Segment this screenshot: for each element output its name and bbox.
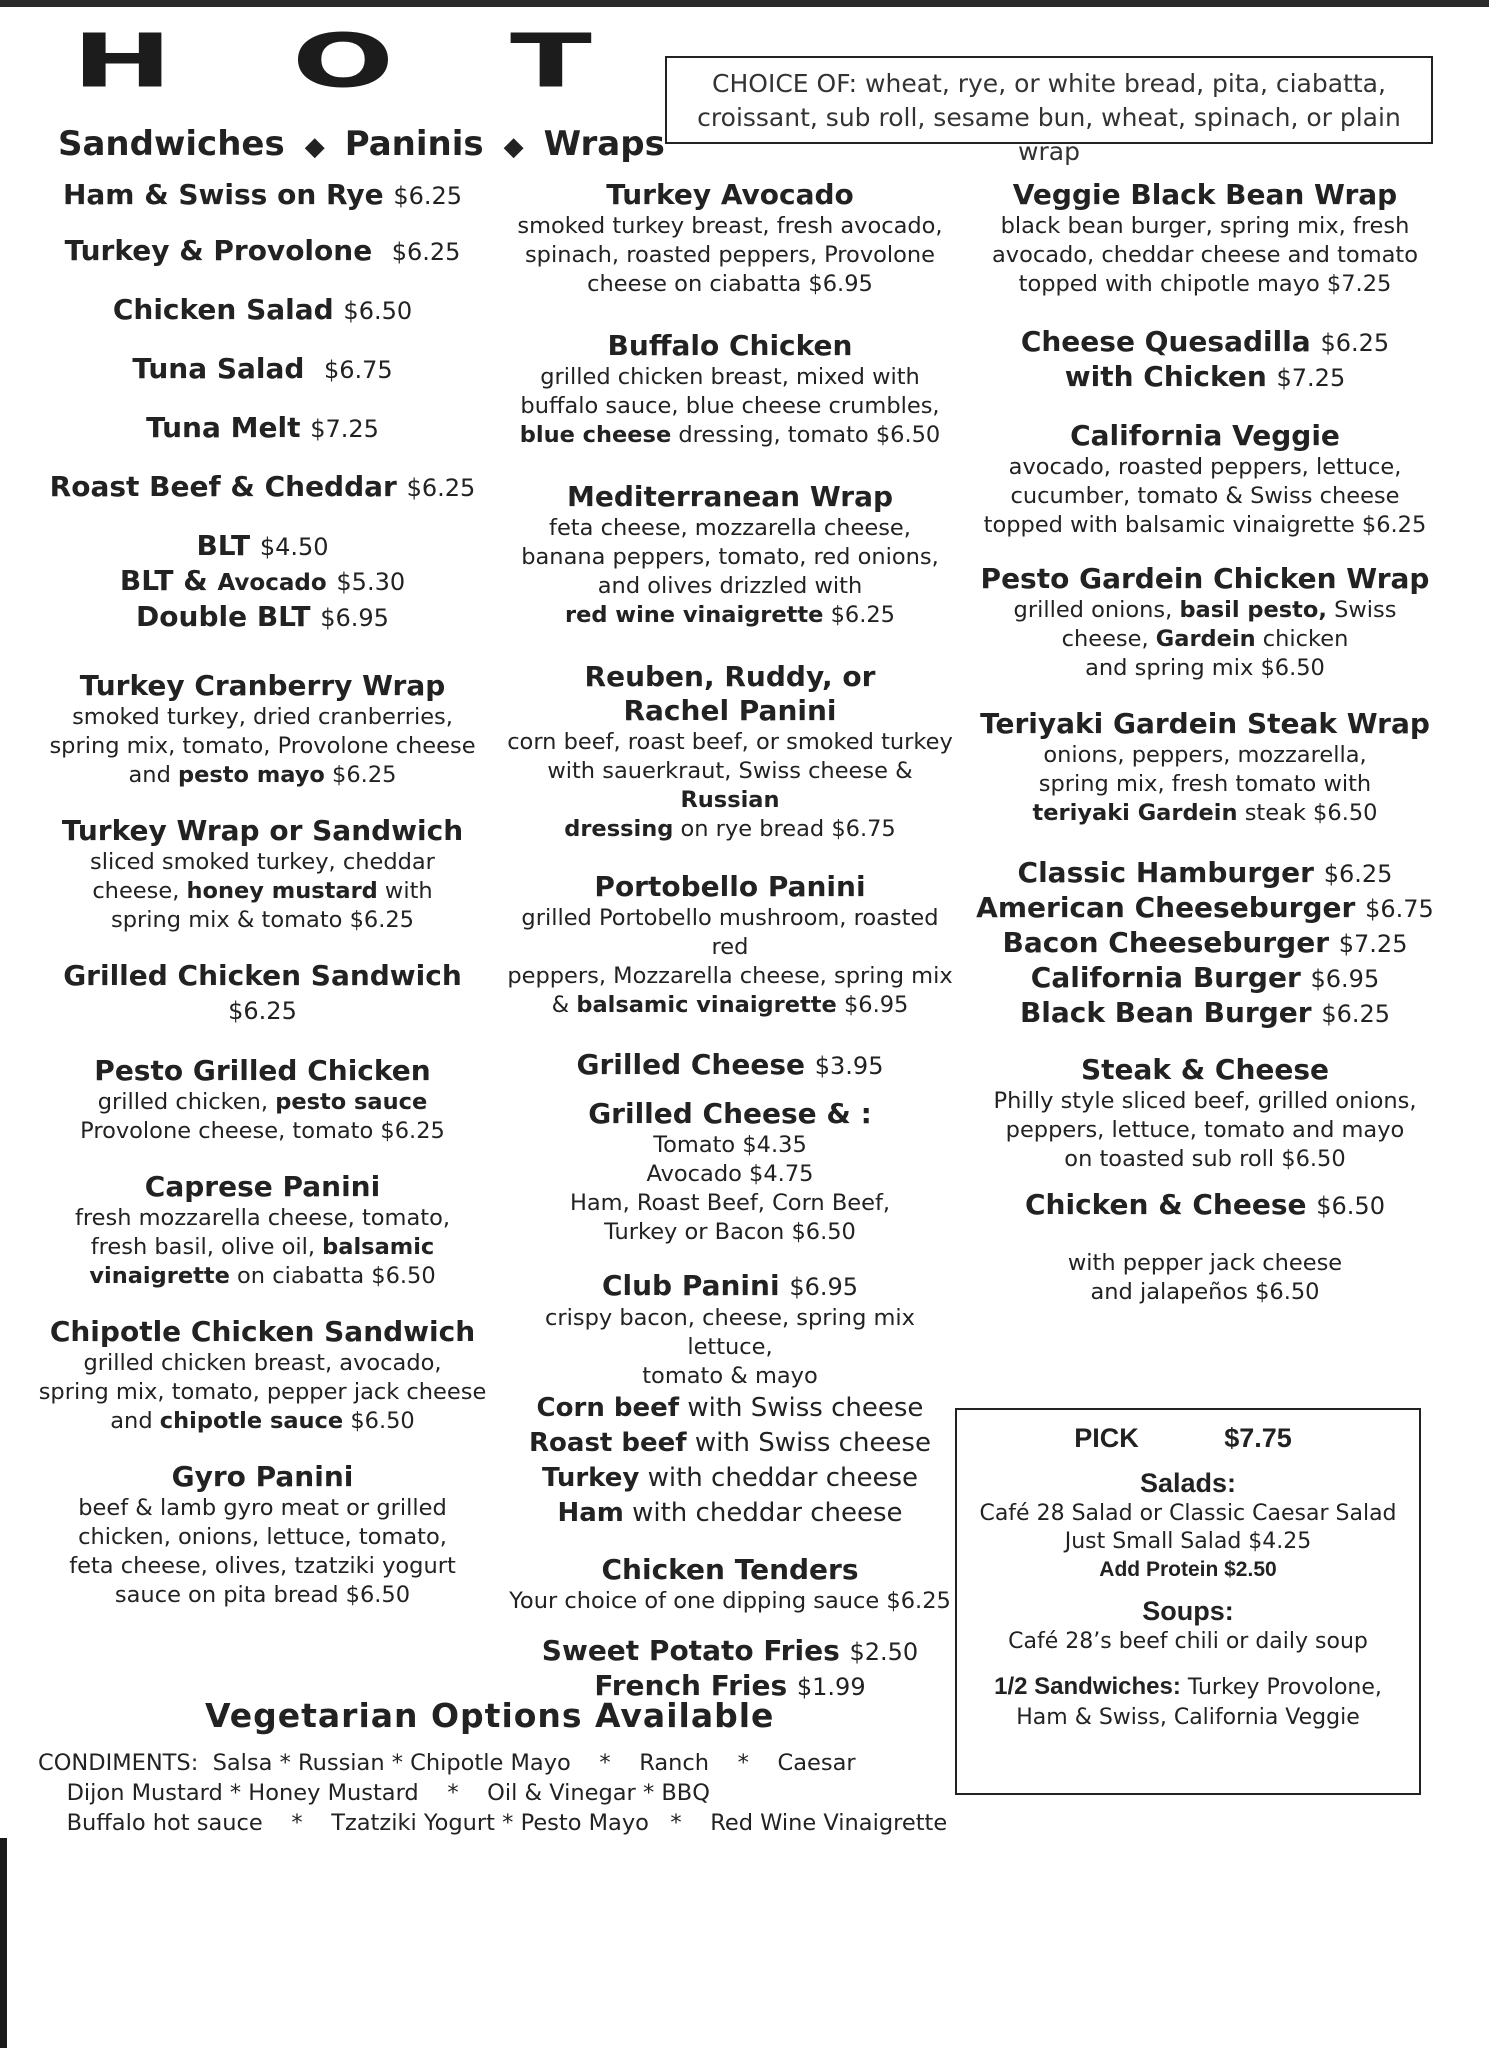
item-desc-bold: teriyaki Gardein bbox=[1032, 800, 1238, 826]
menu-item bbox=[970, 1053, 1440, 1174]
diamond-icon: ◆ bbox=[503, 132, 524, 162]
item-price: $1.99 bbox=[796, 1673, 866, 1701]
item-name: Roast Beef & Cheddar bbox=[49, 470, 397, 503]
item-desc: feta cheese, mozzarella cheese, bbox=[549, 515, 911, 541]
item-name: Sweet Potato Fries bbox=[541, 1634, 840, 1667]
menu-item bbox=[500, 870, 960, 1020]
item-desc-bold: balsamic vinaigrette bbox=[576, 992, 837, 1018]
item-desc: dressing, tomato $6.50 bbox=[678, 422, 941, 448]
item-desc: onions, peppers, mozzarella, bbox=[1043, 742, 1367, 768]
item-price: $6.95 bbox=[1310, 965, 1380, 993]
item-desc: avocado, roasted peppers, lettuce, bbox=[1008, 454, 1402, 480]
item-price: $7.25 bbox=[310, 415, 379, 443]
item-name: Caprese Panini bbox=[144, 1170, 381, 1203]
item-desc-bold: basil pesto, bbox=[1179, 597, 1327, 623]
item-desc: fresh basil, olive oil, bbox=[90, 1234, 316, 1260]
item-desc: with cheddar cheese bbox=[647, 1463, 919, 1493]
menu-item bbox=[30, 178, 495, 213]
hot-letter-t: T bbox=[510, 18, 592, 105]
item-name: Pesto Grilled Chicken bbox=[94, 1054, 431, 1087]
menu-item bbox=[30, 1054, 495, 1146]
item-desc: beef & lamb gyro meat or grilled bbox=[78, 1495, 447, 1521]
category-subtitle bbox=[58, 124, 665, 164]
item-desc: on rye bread $6.75 bbox=[680, 816, 896, 842]
blt-group bbox=[30, 529, 495, 635]
category-wraps: Wraps bbox=[543, 124, 665, 164]
item-desc: on ciabatta $6.50 bbox=[237, 1263, 436, 1289]
item-desc: Swiss bbox=[1334, 597, 1397, 623]
item-desc: avocado, cheddar cheese and tomato bbox=[991, 242, 1418, 268]
half-sandwiches-line: Turkey Provolone, bbox=[1187, 1675, 1382, 1700]
item-desc: Tomato $4.35 bbox=[653, 1132, 807, 1158]
menu-item bbox=[970, 325, 1440, 395]
item-price: $6.25 bbox=[391, 238, 461, 266]
item-price: $6.95 bbox=[789, 1273, 859, 1301]
item-desc-bold: chipotle sauce bbox=[159, 1408, 344, 1434]
menu-item bbox=[500, 1269, 960, 1531]
half-sandwiches-line: Ham & Swiss, California Veggie bbox=[1016, 1705, 1360, 1730]
item-desc: Avocado $4.75 bbox=[646, 1161, 814, 1187]
item-name: American Cheeseburger bbox=[976, 891, 1356, 924]
item-desc-bold: Gardein bbox=[1155, 626, 1256, 652]
item-name: Tuna Melt bbox=[146, 411, 301, 444]
item-desc: with sauerkraut, Swiss cheese & bbox=[547, 758, 913, 784]
item-desc: with pepper jack cheese bbox=[1067, 1250, 1343, 1276]
item-name: Double BLT bbox=[136, 600, 311, 633]
item-price: $7.25 bbox=[1338, 930, 1408, 958]
menu-item bbox=[970, 707, 1440, 828]
item-desc: cucumber, tomato & Swiss cheese bbox=[1010, 483, 1400, 509]
item-name: Ham & Swiss on Rye bbox=[62, 178, 384, 211]
item-name: Grilled Cheese bbox=[576, 1048, 805, 1081]
item-desc: Philly style sliced beef, grilled onions, bbox=[993, 1088, 1417, 1114]
item-desc: Your choice of one dipping sauce $6.25 bbox=[509, 1588, 951, 1614]
category-paninis: Paninis bbox=[344, 124, 484, 164]
item-desc: with bbox=[384, 878, 433, 904]
item-price: $6.75 bbox=[323, 356, 393, 384]
soups-heading: Soups: bbox=[1142, 1596, 1234, 1626]
item-desc: and jalapeños $6.50 bbox=[1090, 1279, 1320, 1305]
left-edge-bar bbox=[0, 1838, 7, 2048]
half-sandwiches-heading: 1/2 Sandwiches: bbox=[994, 1673, 1181, 1700]
item-desc: grilled onions, bbox=[1013, 597, 1173, 623]
item-desc: & bbox=[551, 992, 570, 1018]
item-price: $6.25 bbox=[1323, 860, 1393, 888]
item-desc: cheese, bbox=[92, 878, 180, 904]
item-desc: peppers, lettuce, tomato and mayo bbox=[1005, 1117, 1405, 1143]
item-desc: fresh mozzarella cheese, tomato, bbox=[74, 1205, 450, 1231]
menu-column-1 bbox=[30, 178, 495, 1631]
choice-label: CHOICE OF: bbox=[712, 69, 858, 98]
item-price: $6.50 bbox=[350, 1408, 415, 1434]
item-price: $6.25 bbox=[1320, 329, 1390, 357]
item-desc: steak $6.50 bbox=[1244, 800, 1378, 826]
item-desc: sauce on pita bread $6.50 bbox=[114, 1582, 411, 1608]
item-desc-bold: dressing bbox=[564, 816, 674, 842]
pick-price: $7.75 bbox=[1224, 1423, 1292, 1453]
item-desc: Provolone cheese, tomato $6.25 bbox=[80, 1118, 445, 1144]
item-desc: topped with chipotle mayo $7.25 bbox=[1018, 271, 1392, 297]
item-name: Portobello Panini bbox=[594, 870, 866, 903]
condiments-line: Dijon Mustard * Honey Mustard * Oil & Vinegar * BBQ bbox=[38, 1780, 710, 1806]
item-name: Chicken Salad bbox=[112, 293, 334, 326]
item-desc: tomato & mayo bbox=[642, 1363, 818, 1389]
item-desc-bold: pesto sauce bbox=[275, 1089, 428, 1115]
menu-item bbox=[30, 669, 495, 790]
item-name: Turkey & Provolone bbox=[64, 234, 373, 267]
item-name: BLT bbox=[196, 529, 251, 562]
menu-item bbox=[500, 329, 960, 450]
item-name: California Veggie bbox=[1070, 419, 1340, 452]
item-name: Steak & Cheese bbox=[1080, 1053, 1330, 1086]
item-price: $6.25 bbox=[393, 182, 463, 210]
item-price: $4.50 bbox=[259, 533, 329, 561]
item-name: Classic Hamburger bbox=[1017, 856, 1314, 889]
menu-item bbox=[970, 419, 1440, 540]
item-desc-bold: Russian bbox=[680, 787, 780, 813]
bread-choice-box bbox=[665, 56, 1433, 166]
choice-line-1: wheat, rye, or white bread, pita, ciabatta, bbox=[865, 69, 1386, 98]
item-name: Cheese Quesadilla bbox=[1020, 325, 1311, 358]
item-name: Tuna Salad bbox=[132, 352, 305, 385]
item-desc: banana peppers, tomato, red onions, bbox=[521, 544, 939, 570]
item-name: Reuben, Ruddy, or bbox=[584, 660, 876, 693]
menu-item bbox=[500, 1048, 960, 1083]
menu-item bbox=[30, 234, 495, 269]
item-name: Pesto Gardein Chicken Wrap bbox=[980, 562, 1430, 595]
item-desc-bold: blue cheese bbox=[519, 422, 672, 448]
item-name: Teriyaki Gardein Steak Wrap bbox=[980, 707, 1430, 740]
menu-item bbox=[500, 480, 960, 630]
item-price: $6.95 bbox=[320, 604, 389, 632]
item-desc: sliced smoked turkey, cheddar bbox=[90, 849, 435, 875]
item-desc: feta cheese, olives, tzatziki yogurt bbox=[69, 1553, 456, 1579]
item-desc: and bbox=[110, 1408, 153, 1434]
menu-column-2 bbox=[500, 178, 960, 1725]
item-name: Turkey Cranberry Wrap bbox=[79, 669, 446, 702]
item-desc: topped with balsamic vinaigrette $6.25 bbox=[983, 512, 1427, 538]
item-desc: with Swiss cheese bbox=[694, 1428, 931, 1458]
hot-letter-h: H bbox=[72, 18, 173, 105]
menu-item bbox=[500, 1097, 960, 1247]
item-name: Chipotle Chicken Sandwich bbox=[49, 1315, 476, 1348]
item-price: $6.50 bbox=[1316, 1192, 1385, 1220]
item-desc: Turkey or Bacon $6.50 bbox=[604, 1219, 856, 1245]
item-desc: cheese, bbox=[1061, 626, 1149, 652]
menu-item bbox=[30, 470, 495, 505]
item-desc-bold: Roast beef bbox=[529, 1428, 687, 1458]
item-desc: smoked turkey breast, fresh avocado, bbox=[517, 213, 943, 239]
item-desc: chicken bbox=[1262, 626, 1349, 652]
item-price: $6.25 bbox=[1321, 1000, 1391, 1028]
item-desc: buffalo sauce, blue cheese crumbles, bbox=[520, 393, 940, 419]
item-desc: with Swiss cheese bbox=[687, 1393, 924, 1423]
item-desc-bold: vinaigrette bbox=[89, 1263, 230, 1289]
salads-line: Café 28 Salad or Classic Caesar Salad bbox=[979, 1501, 1397, 1526]
salads-line: Just Small Salad $4.25 bbox=[1064, 1529, 1312, 1554]
condiments-line: Buffalo hot sauce * Tzatziki Yogurt * Pesto Mayo * Red Wine Vinaigrette bbox=[38, 1810, 948, 1836]
item-price: $6.25 bbox=[228, 997, 297, 1025]
item-name: Chicken & Cheese bbox=[1025, 1188, 1307, 1221]
item-desc-bold: Ham bbox=[557, 1498, 624, 1528]
menu-item bbox=[30, 814, 495, 935]
item-desc-bold: red wine vinaigrette bbox=[564, 602, 824, 628]
item-name: Grilled Chicken Sandwich bbox=[63, 959, 462, 992]
item-name: Chicken Tenders bbox=[601, 1553, 859, 1586]
item-price: $6.50 bbox=[343, 297, 413, 325]
menu-column-3 bbox=[970, 178, 1440, 1328]
burgers-group bbox=[970, 856, 1440, 1031]
condiments-line: CONDIMENTS: Salsa * Russian * Chipotle Mayo * Ranch * Caesar bbox=[38, 1750, 856, 1776]
item-price: $6.75 bbox=[1365, 895, 1434, 923]
diamond-icon: ◆ bbox=[304, 132, 325, 162]
choice-line-2: croissant, sub roll, sesame bun, wheat, spinach, or plain wrap bbox=[697, 103, 1401, 166]
item-price: $6.25 bbox=[406, 474, 476, 502]
item-desc: and olives drizzled with bbox=[597, 573, 863, 599]
item-desc-bold: Corn beef bbox=[536, 1393, 680, 1423]
menu-item bbox=[970, 178, 1440, 299]
item-desc: on toasted sub roll $6.50 bbox=[1064, 1146, 1346, 1172]
item-name: Rachel Panini bbox=[623, 694, 837, 727]
item-desc: smoked turkey, dried cranberries, bbox=[72, 704, 453, 730]
soups-line: Café 28’s beef chili or daily soup bbox=[1008, 1629, 1368, 1654]
item-name: Club Panini bbox=[601, 1269, 780, 1302]
item-name: Buffalo Chicken bbox=[607, 329, 853, 362]
salads-heading: Salads: bbox=[1139, 1468, 1237, 1498]
item-desc: spring mix, tomato, pepper jack cheese bbox=[38, 1379, 487, 1405]
item-price: $6.25 bbox=[830, 602, 895, 628]
salads-protein: Add Protein $2.50 bbox=[1099, 1558, 1277, 1581]
item-desc: spinach, roasted peppers, Provolone bbox=[524, 242, 936, 268]
condiments-list bbox=[38, 1748, 947, 1838]
item-name: BLT & bbox=[119, 564, 208, 597]
category-sandwiches: Sandwiches bbox=[58, 124, 285, 164]
item-name: California Burger bbox=[1030, 961, 1301, 994]
item-desc-bold: balsamic bbox=[322, 1234, 435, 1260]
item-desc: black bean burger, spring mix, fresh bbox=[1000, 213, 1410, 239]
item-desc: with cheddar cheese bbox=[632, 1498, 903, 1528]
top-border bbox=[0, 0, 1489, 7]
pick-two-box bbox=[955, 1408, 1421, 1795]
item-price: $7.25 bbox=[1276, 364, 1346, 392]
menu-item bbox=[970, 562, 1440, 683]
item-price: $3.95 bbox=[814, 1052, 884, 1080]
menu-item bbox=[30, 1460, 495, 1610]
menu-item bbox=[30, 1170, 495, 1291]
menu-item bbox=[500, 660, 960, 844]
item-desc: grilled chicken, bbox=[97, 1089, 269, 1115]
fries-group bbox=[500, 1634, 960, 1704]
item-name-part: Avocado bbox=[217, 570, 327, 596]
menu-item bbox=[30, 352, 495, 387]
item-desc: cheese on ciabatta $6.95 bbox=[587, 271, 873, 297]
item-name: Bacon Cheeseburger bbox=[1002, 926, 1330, 959]
item-desc-bold: Turkey bbox=[541, 1463, 640, 1493]
item-name: Turkey Wrap or Sandwich bbox=[61, 814, 464, 847]
item-name: Veggie Black Bean Wrap bbox=[1012, 178, 1398, 211]
item-desc: corn beef, roast beef, or smoked turkey bbox=[507, 729, 953, 755]
item-desc: spring mix, tomato, Provolone cheese bbox=[49, 733, 476, 759]
item-desc-bold: honey mustard bbox=[186, 878, 378, 904]
item-price: $6.95 bbox=[843, 992, 909, 1018]
item-price: $2.50 bbox=[849, 1638, 919, 1666]
menu-item bbox=[30, 1315, 495, 1436]
item-name: French Fries bbox=[594, 1669, 788, 1702]
item-desc: chicken, onions, lettuce, tomato, bbox=[78, 1524, 447, 1550]
menu-item bbox=[30, 959, 495, 1028]
item-desc: Ham, Roast Beef, Corn Beef, bbox=[569, 1190, 891, 1216]
item-desc-bold: pesto mayo bbox=[178, 762, 325, 788]
item-desc: spring mix & tomato $6.25 bbox=[111, 907, 414, 933]
item-desc: spring mix, fresh tomato with bbox=[1038, 771, 1372, 797]
item-name: Grilled Cheese & : bbox=[588, 1097, 872, 1130]
item-name: with Chicken bbox=[1064, 360, 1267, 393]
item-price: $5.30 bbox=[336, 568, 406, 596]
menu-item bbox=[500, 178, 960, 299]
menu-item bbox=[30, 411, 495, 446]
item-name: Mediterranean Wrap bbox=[566, 480, 894, 513]
hot-letter-o: O bbox=[292, 18, 395, 105]
item-desc: grilled chicken breast, avocado, bbox=[83, 1350, 442, 1376]
item-desc: crispy bacon, cheese, spring mix lettuce, bbox=[545, 1305, 915, 1360]
item-desc: grilled Portobello mushroom, roasted red bbox=[521, 905, 939, 960]
item-name: Black Bean Burger bbox=[1019, 996, 1312, 1029]
item-name: Turkey Avocado bbox=[606, 178, 854, 211]
menu-item bbox=[30, 293, 495, 328]
item-desc: and bbox=[128, 762, 171, 788]
item-desc: peppers, Mozzarella cheese, spring mix bbox=[507, 963, 953, 989]
item-price: $6.25 bbox=[332, 762, 397, 788]
item-desc: grilled chicken breast, mixed with bbox=[540, 364, 920, 390]
pick-label: PICK bbox=[1074, 1423, 1139, 1453]
vegetarian-banner: Vegetarian Options Available bbox=[205, 1696, 775, 1735]
item-name: Gyro Panini bbox=[171, 1460, 354, 1493]
menu-item bbox=[500, 1553, 960, 1616]
item-desc: and spring mix $6.50 bbox=[1085, 655, 1325, 681]
menu-item bbox=[970, 1188, 1440, 1307]
